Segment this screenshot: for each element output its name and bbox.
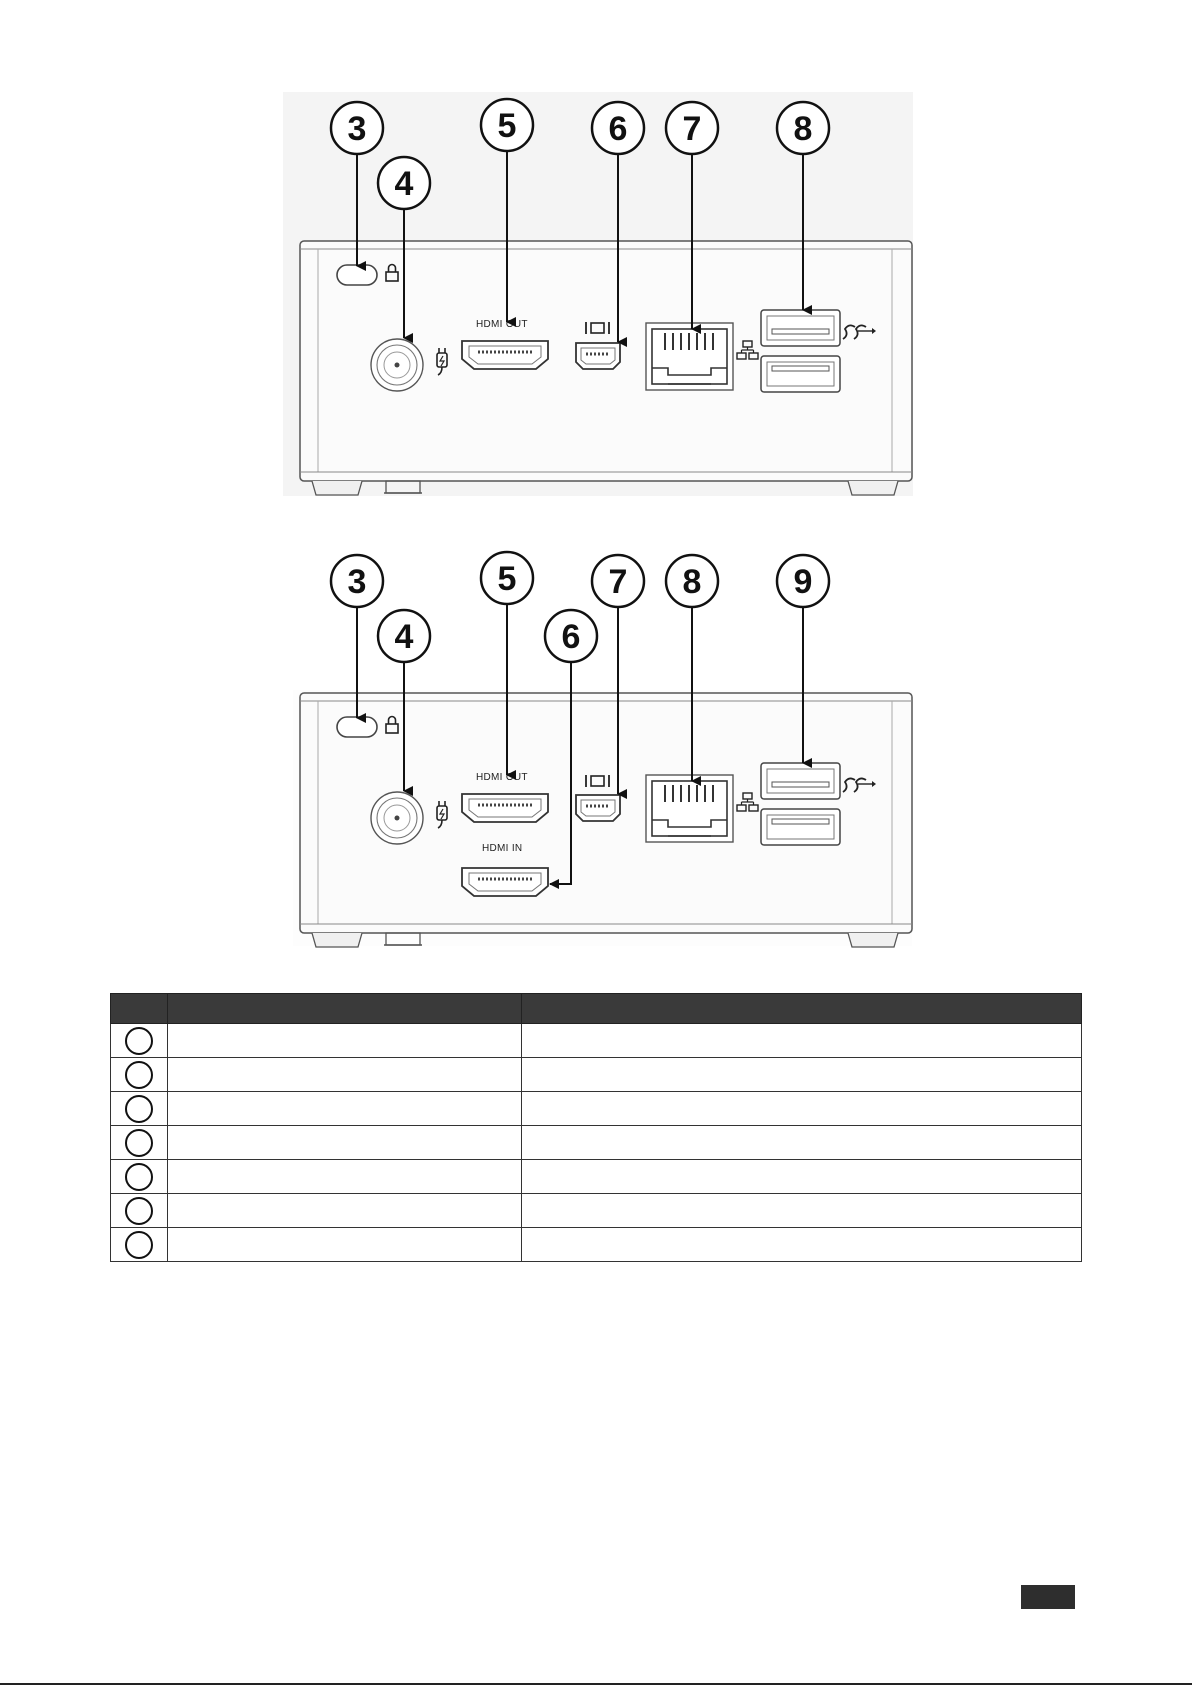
function-cell: [522, 1160, 1082, 1194]
svg-text:4: 4: [394, 618, 414, 656]
function-cell: [522, 1092, 1082, 1126]
svg-text:6: 6: [561, 618, 581, 656]
table-row: [111, 1126, 1082, 1160]
device-top-diagram: [283, 92, 913, 496]
row-number-circle: [125, 1197, 153, 1225]
row-number-circle: [125, 1095, 153, 1123]
row-number-circle: [125, 1061, 153, 1089]
svg-text:7: 7: [682, 110, 702, 148]
feature-cell: [168, 1160, 522, 1194]
row-number-circle: [125, 1231, 153, 1259]
svg-text:9: 9: [793, 563, 813, 601]
page-number-tab: [1021, 1585, 1075, 1609]
svg-text:5: 5: [497, 560, 517, 598]
feature-cell: [168, 1194, 522, 1228]
row-number-circle: [125, 1027, 153, 1055]
svg-text:7: 7: [608, 563, 628, 601]
table-header-row: [111, 994, 1082, 1024]
device-bottom-diagram: [293, 552, 912, 947]
table-row: [111, 1024, 1082, 1058]
table-row: [111, 1058, 1082, 1092]
port-legend-table: [110, 993, 1082, 1262]
function-cell: [522, 1194, 1082, 1228]
table-row: [111, 1092, 1082, 1126]
svg-text:8: 8: [793, 110, 813, 148]
svg-text:6: 6: [608, 110, 628, 148]
svg-text:8: 8: [682, 563, 702, 601]
hdmi-out-label-bottom: HDMI OUT: [476, 772, 528, 783]
svg-text:4: 4: [394, 165, 414, 203]
feature-cell: [168, 1058, 522, 1092]
table-row: [111, 1160, 1082, 1194]
hdmi-out-label-top: HDMI OUT: [476, 319, 528, 330]
header-number: [111, 994, 168, 1024]
feature-cell: [168, 1126, 522, 1160]
function-cell: [522, 1228, 1082, 1262]
feature-cell: [168, 1228, 522, 1262]
feature-cell: [168, 1092, 522, 1126]
hdmi-in-label-bottom: HDMI IN: [482, 843, 523, 854]
table-row: [111, 1194, 1082, 1228]
function-cell: [522, 1058, 1082, 1092]
svg-text:5: 5: [497, 107, 517, 145]
function-cell: [522, 1024, 1082, 1058]
function-cell: [522, 1126, 1082, 1160]
row-number-circle: [125, 1163, 153, 1191]
header-function: [522, 994, 1082, 1024]
svg-text:3: 3: [347, 110, 367, 148]
header-feature: [168, 994, 522, 1024]
svg-text:3: 3: [347, 563, 367, 601]
table-row: [111, 1228, 1082, 1262]
feature-cell: [168, 1024, 522, 1058]
row-number-circle: [125, 1129, 153, 1157]
